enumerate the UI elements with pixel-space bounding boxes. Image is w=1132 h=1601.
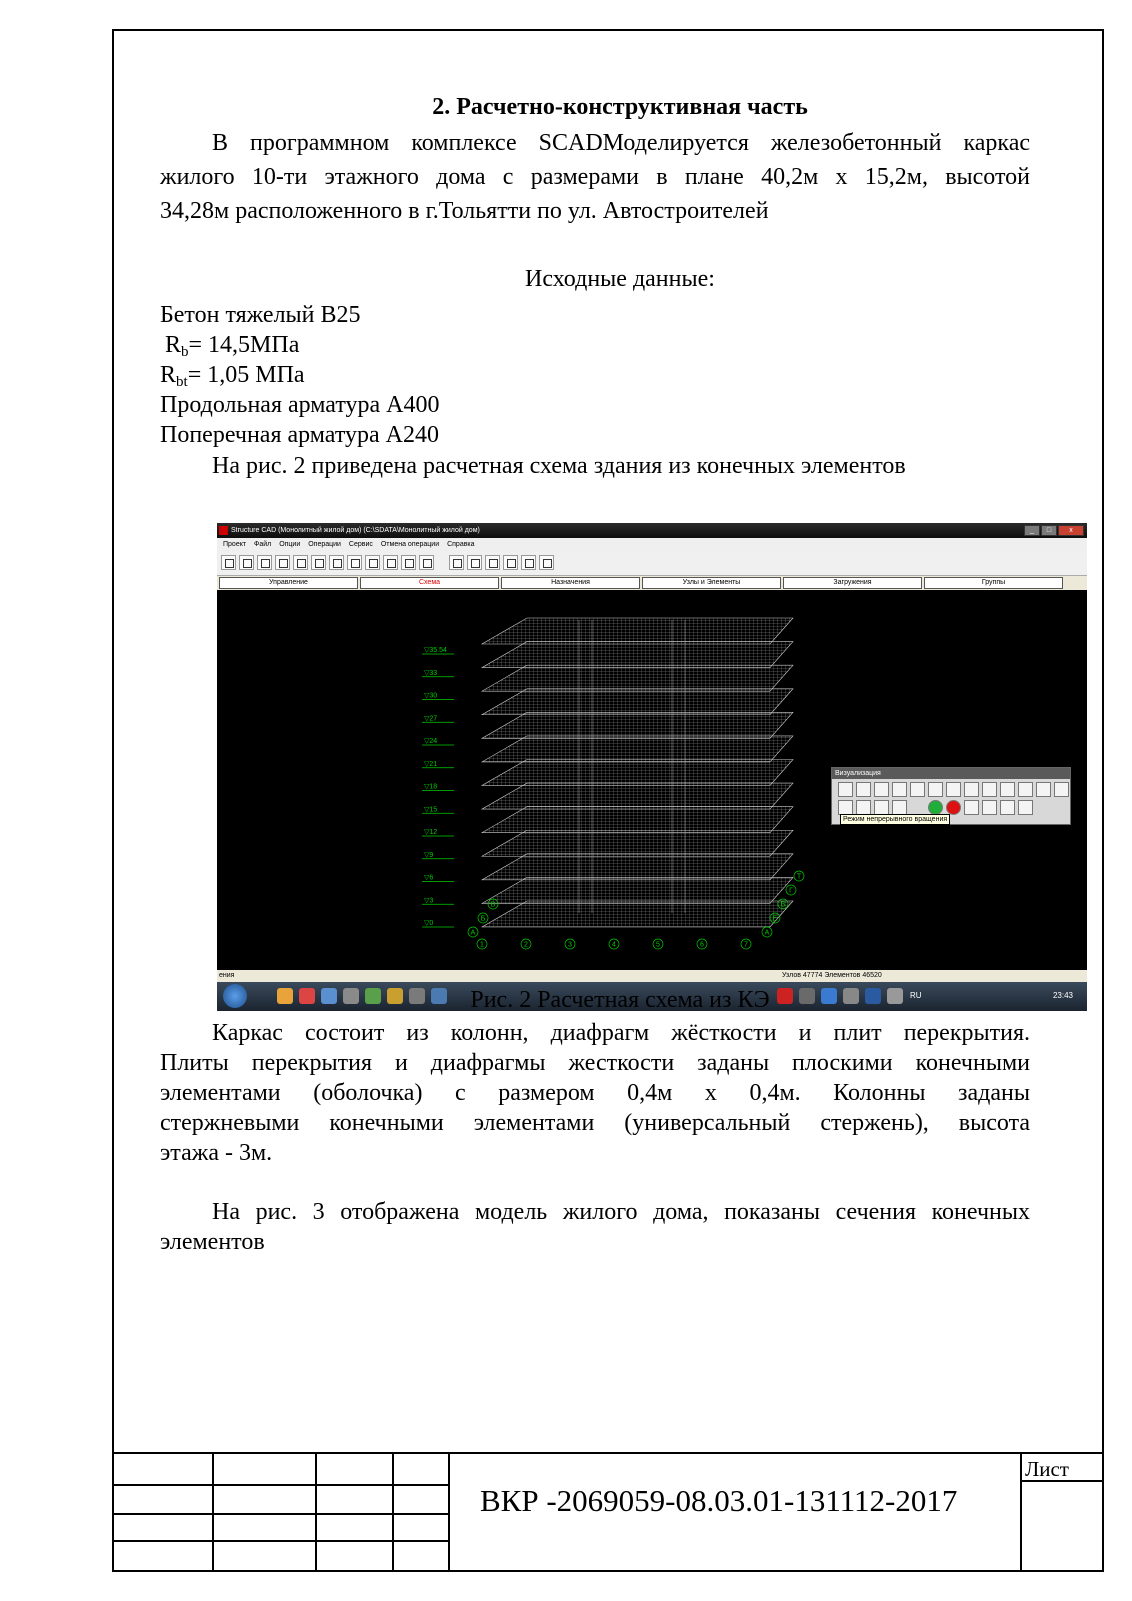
body-line-5: этажа - 3м. xyxy=(160,1140,273,1166)
viz-button[interactable] xyxy=(874,782,889,797)
figure-caption: Рис. 2 Расчетная схема из КЭ xyxy=(470,987,770,1013)
close-button[interactable]: x xyxy=(1058,525,1084,536)
viz-button[interactable] xyxy=(982,782,997,797)
viz-button[interactable] xyxy=(946,782,961,797)
tab-bar xyxy=(217,576,1087,590)
param-trans-rebar: Поперечная арматура А240 xyxy=(160,422,439,448)
axis-letter-label: Г xyxy=(789,887,793,895)
toolbar-icon[interactable] xyxy=(419,555,434,570)
menu-item-operations[interactable]: Операции xyxy=(308,541,341,548)
app-icon xyxy=(219,526,228,535)
tab-assignments[interactable]: Назначения xyxy=(501,577,640,589)
document-code: ВКР -2069059-08.03.01-131112-2017 xyxy=(480,1483,958,1518)
stamp-col-line xyxy=(1020,1452,1022,1572)
toolbar-icon[interactable] xyxy=(449,555,464,570)
floor-slab xyxy=(482,830,793,856)
window-title: Structure CAD (Монолитный жилой дом) (C:\SDATA\Монолитный жилой дом) xyxy=(231,527,480,534)
axis-letter-label: В xyxy=(490,901,496,909)
param-rb: $R_b= 14,5МПа$ xyxy=(165,332,300,360)
viz-button[interactable] xyxy=(1018,800,1033,815)
viz-button[interactable] xyxy=(964,782,979,797)
viz-button[interactable] xyxy=(856,800,871,815)
language-indicator[interactable]: RU xyxy=(910,991,922,1000)
stamp-top-line xyxy=(112,1452,1104,1454)
model-canvas[interactable] xyxy=(217,590,1087,970)
figure-intro: На рис. 2 приведена расчетная схема здания из конечных элементов xyxy=(212,453,906,479)
viz-button[interactable] xyxy=(928,782,943,797)
viz-button[interactable] xyxy=(892,782,907,797)
stamp-col-line xyxy=(448,1452,450,1572)
floor-slab xyxy=(482,618,793,644)
axis-letter-label: Б xyxy=(480,915,486,923)
minimize-button[interactable]: _ xyxy=(1024,525,1040,536)
param-concrete: Бетон тяжелый В25 xyxy=(160,302,361,328)
toolbar-icon[interactable] xyxy=(383,555,398,570)
floor-slab xyxy=(482,854,793,880)
viz-button[interactable] xyxy=(1054,782,1069,797)
viz-button[interactable] xyxy=(1000,800,1015,815)
viz-button[interactable] xyxy=(1000,782,1015,797)
intro-line-1: В программном комплексе SCADМоделируется железобетонный каркас xyxy=(212,130,1030,156)
toolbar-icon[interactable] xyxy=(503,555,518,570)
body-line-4: стержневыми конечными элементами (универсальный стержень), высота xyxy=(160,1110,1030,1136)
level-label: ▽30 xyxy=(424,692,438,700)
level-label: ▽21 xyxy=(424,760,438,768)
floor-slab xyxy=(482,689,793,715)
param-rbt: $R_{bt}= 1,05$ МПа xyxy=(160,362,305,390)
status-counts: Узлов 47774 Элементов 46520 xyxy=(782,972,882,979)
body-line-1: Каркас состоит из колонн, диафрагм жёсткости и плит перекрытия. xyxy=(212,1020,1030,1046)
floor-slab xyxy=(482,807,793,833)
section-title: 2. Расчетно-конструктивная часть xyxy=(432,94,808,120)
status-left: ения xyxy=(219,972,235,979)
axis-number-label: 3 xyxy=(568,941,572,949)
toolbar-icon[interactable] xyxy=(347,555,362,570)
viz-button[interactable] xyxy=(838,800,853,815)
level-label: ▽27 xyxy=(424,715,438,723)
menu-item-project[interactable]: Проект xyxy=(223,541,247,548)
floor-slab xyxy=(482,783,793,809)
floor-slab xyxy=(482,665,793,691)
taskbar-clock[interactable]: 23:43 xyxy=(1052,991,1073,1000)
toolbar-icon[interactable] xyxy=(293,555,308,570)
floor-slab xyxy=(482,642,793,668)
red-circle-icon[interactable] xyxy=(946,800,961,815)
window-titlebar xyxy=(217,523,1087,538)
axis-number-label: 6 xyxy=(700,941,704,949)
viz-button[interactable] xyxy=(910,782,925,797)
toolbar-icon[interactable] xyxy=(257,555,272,570)
level-label: ▽15 xyxy=(424,806,438,814)
fig3-line-1: На рис. 3 отображена модель жилого дома, показаны сечения конечных xyxy=(212,1199,1030,1225)
viz-button[interactable] xyxy=(838,782,853,797)
tab-scheme[interactable]: Схема xyxy=(360,577,499,589)
stamp-row-line xyxy=(112,1484,450,1486)
menu-item-file[interactable]: Файл xyxy=(254,541,272,548)
axis-number-label: 1 xyxy=(480,941,484,949)
main-toolbar xyxy=(217,551,1087,576)
status-bar xyxy=(217,970,1087,982)
viz-button[interactable] xyxy=(874,800,889,815)
menu-bar xyxy=(217,538,1087,551)
floor-slab xyxy=(482,736,793,762)
toolbar-icon[interactable] xyxy=(401,555,416,570)
viz-button[interactable] xyxy=(1018,782,1033,797)
viz-button[interactable] xyxy=(892,800,907,815)
menu-item-service[interactable]: Сервис xyxy=(348,541,373,548)
floor-slab xyxy=(482,712,793,738)
level-label: ▽3 xyxy=(424,897,434,905)
body-line-2: Плиты перекрытия и диафрагмы жесткости заданы плоскими конечными xyxy=(160,1050,1030,1076)
level-label: ▽6 xyxy=(424,874,434,882)
stamp-col-line xyxy=(315,1452,317,1572)
toolbar-icon[interactable] xyxy=(521,555,536,570)
axis-number-label: 2 xyxy=(524,941,528,949)
floor-slab xyxy=(482,901,793,927)
viz-button[interactable] xyxy=(964,800,979,815)
level-label: ▽12 xyxy=(424,829,438,836)
axis-number-label: 7 xyxy=(744,941,748,949)
sheet-label: Лист xyxy=(1025,1457,1069,1481)
axis-letter-label: Т xyxy=(796,873,802,881)
param-long-rebar: Продольная арматура А400 xyxy=(160,392,440,418)
toolbar-icon[interactable] xyxy=(539,555,554,570)
tab-control[interactable]: Управление xyxy=(219,577,358,589)
tooltip: Режим непрерывного вращения xyxy=(840,814,950,825)
axis-number-label: 5 xyxy=(656,941,660,949)
menu-item-options[interactable]: Опции xyxy=(279,541,301,548)
tab-groups[interactable]: Группы xyxy=(924,577,1063,589)
toolbar-icon[interactable] xyxy=(329,555,344,570)
toolbar-icon[interactable] xyxy=(239,555,254,570)
slab-stack xyxy=(482,618,793,927)
stamp-col-line xyxy=(392,1452,394,1572)
intro-line-2: жилого 10-ти этажного дома с размерами в плане 40,2м х 15,2м, высотой xyxy=(160,164,1030,190)
toolbar-icon[interactable] xyxy=(311,555,326,570)
axis-letter-label: Е xyxy=(772,915,778,923)
stamp-row-line xyxy=(112,1540,450,1542)
axis-letter-label: А xyxy=(470,929,476,937)
stamp-row-line xyxy=(112,1513,450,1515)
tab-loadings[interactable]: Загружения xyxy=(783,577,922,589)
viz-panel-title: Визуализация xyxy=(832,768,1070,779)
toolbar-icon[interactable] xyxy=(365,555,380,570)
toolbar-icon[interactable] xyxy=(485,555,500,570)
level-marks xyxy=(422,647,454,927)
level-label: ▽24 xyxy=(424,738,438,745)
level-label: ▽9 xyxy=(424,851,434,859)
menu-item-undo[interactable]: Отмена операции xyxy=(380,541,440,548)
level-label: ▽33 xyxy=(424,669,438,677)
viz-button[interactable] xyxy=(856,782,871,797)
viz-button[interactable] xyxy=(1036,782,1051,797)
floor-slab xyxy=(482,760,793,786)
toolbar-icon[interactable] xyxy=(221,555,236,570)
level-label: ▽0 xyxy=(424,920,434,927)
axis-letter-label: В xyxy=(780,901,786,909)
maximize-button[interactable]: □ xyxy=(1041,525,1057,536)
intro-line-3: 34,28м расположенного в г.Тольятти по ул. Автостроителей xyxy=(160,198,769,224)
input-heading: Исходные данные: xyxy=(525,266,715,292)
toolbar-icon[interactable] xyxy=(467,555,482,570)
scad-screenshot xyxy=(217,523,1087,1011)
axis-letter-label: А xyxy=(764,929,770,937)
green-circle-icon[interactable] xyxy=(928,800,943,815)
level-label: ▽35.54 xyxy=(424,647,447,654)
level-label: ▽18 xyxy=(424,783,438,791)
tab-nodes-elements[interactable]: Узлы и Элементы xyxy=(642,577,781,589)
visualization-panel xyxy=(831,767,1071,825)
fig3-line-2: элементов xyxy=(160,1229,265,1255)
body-line-3: элементами (оболочка) с размером 0,4м х 0,4м. Колонны заданы xyxy=(160,1080,1030,1106)
axis-number-label: 4 xyxy=(612,941,616,949)
toolbar-icon[interactable] xyxy=(275,555,290,570)
floor-slab xyxy=(482,877,793,903)
stamp-col-line xyxy=(212,1452,214,1572)
viz-button[interactable] xyxy=(982,800,997,815)
menu-item-help[interactable]: Справка xyxy=(447,541,475,548)
